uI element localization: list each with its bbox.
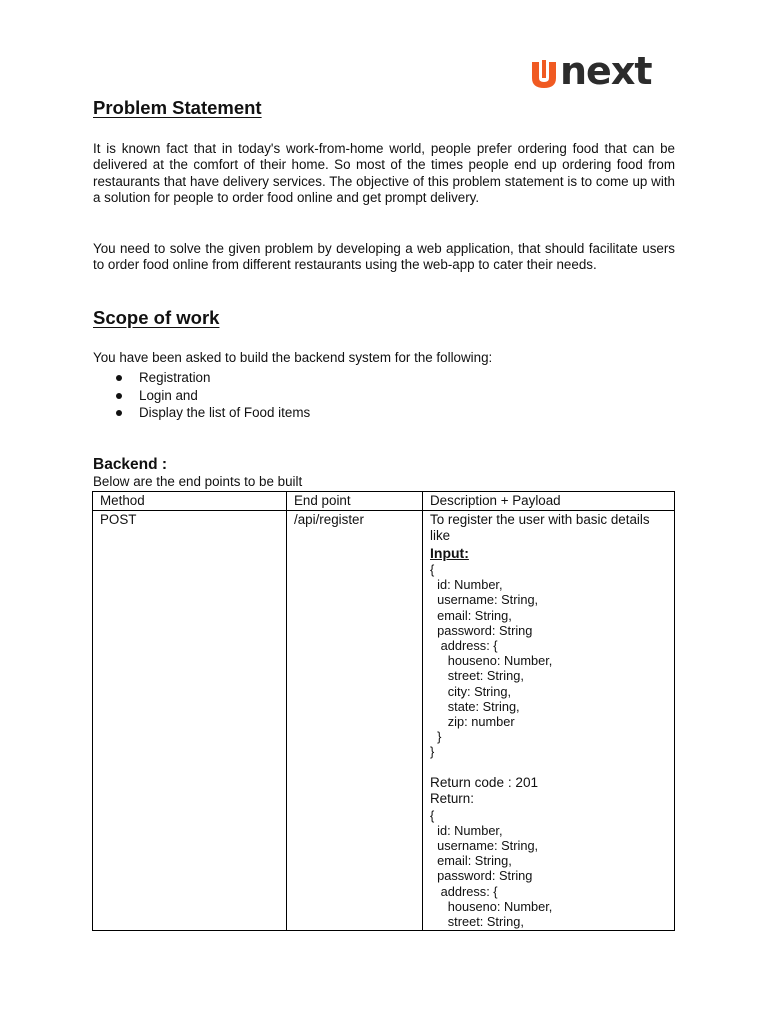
logo-text: next <box>560 49 652 93</box>
scope-list-item <box>93 404 310 422</box>
return-code: Return code : 201 <box>430 774 539 790</box>
problem-statement-heading: Problem Statement <box>93 97 262 118</box>
input-label: Input: <box>430 545 469 561</box>
return-payload: { id: Number, username: String, email: String, password: String address: { houseno: Number, street: String, <box>430 807 553 930</box>
endpoints-table <box>92 491 675 931</box>
description-cell <box>423 511 675 931</box>
bullet-icon <box>116 375 122 381</box>
column-header-method: Method <box>93 492 287 511</box>
input-payload: { id: Number, username: String, email: String, password: String address: { houseno: Number, street: String, city: String, state: String, zip: number } } <box>430 562 553 760</box>
scope-list-item <box>93 369 310 387</box>
description-text: To register the user with basic details like <box>430 512 650 543</box>
endpoint-cell: /api/register <box>287 511 423 931</box>
scope-item-label: Display the list of Food items <box>139 405 311 420</box>
bullet-icon <box>116 393 122 399</box>
unext-logo <box>530 46 670 93</box>
scope-intro: You have been asked to build the backend system for the following: <box>93 350 493 365</box>
scope-item-label: Registration <box>139 370 211 385</box>
method-cell: POST <box>93 511 287 931</box>
bullet-icon <box>116 410 122 416</box>
scope-list-item <box>93 387 310 405</box>
column-header-endpoint: End point <box>287 492 423 511</box>
backend-heading: Backend : <box>93 456 168 473</box>
problem-paragraph-1: It is known fact that in today's work-from-home world, people prefer ordering food that can be delivered at the comfort of their home. So most of the times people end up ordering food from restaurants that have delivery services. The objective of this problem statement is to come up with a solution for people to order food online and get prompt delivery. <box>93 141 675 206</box>
backend-subtitle: Below are the end points to be built <box>93 474 303 489</box>
table-header-row <box>93 492 675 511</box>
problem-paragraph-2: You need to solve the given problem by developing a web application, that should facilitate users to order food online from different restaurants using the web-app to cater their needs. <box>93 241 675 273</box>
column-header-description: Description + Payload <box>423 492 675 511</box>
scope-item-label: Login and <box>139 387 198 403</box>
return-label: Return: <box>430 790 474 806</box>
scope-list <box>93 369 310 422</box>
scope-heading: Scope of work <box>93 307 220 328</box>
u-logo-icon <box>530 56 558 90</box>
table-row <box>93 511 675 931</box>
